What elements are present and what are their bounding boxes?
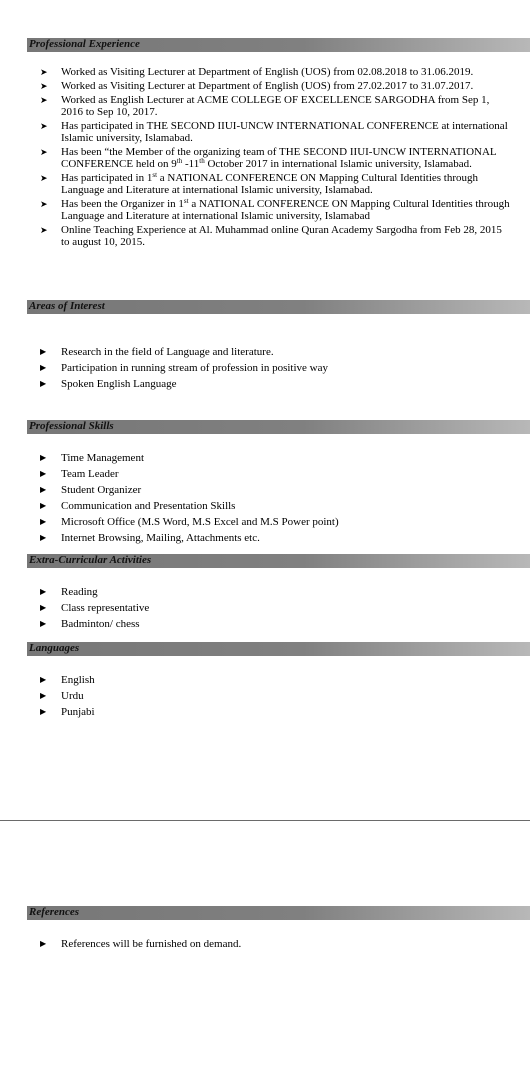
interest-list [40,346,510,394]
arrow-bullet-icon [40,173,50,183]
arrow-bullet-icon [40,81,50,91]
list-item: ▶ Reading [40,586,510,598]
list-item: ➤ Has participated in 1st a NATIONAL CONFERENCE ON Mapping Cultural Identities through Language and Literature at international Islamic university, Islamabad. [40,172,510,196]
section-title: Professional Skills [29,420,114,432]
triangle-bullet-icon [40,453,50,463]
section-header-languages [27,642,530,656]
list-item: ▶ Spoken English Language [40,378,510,390]
section-header-professional-experience [27,38,530,52]
list-item: ▶ Class representative [40,602,510,614]
triangle-bullet-icon [40,533,50,543]
list-item: ▶ Microsoft Office (M.S Word, M.S Excel and M.S Power point) [40,516,510,528]
triangle-bullet-icon [40,363,50,373]
triangle-bullet-icon [40,707,50,717]
list-item: ➤ Worked as Visiting Lecturer at Department of English (UOS) from 27.02.2017 to 31.07.2017. [40,80,510,92]
arrow-bullet-icon [40,121,50,131]
triangle-bullet-icon [40,587,50,597]
section-header-professional-skills [27,420,530,434]
triangle-bullet-icon [40,469,50,479]
list-item: ▶ References will be furnished on demand. [40,938,510,950]
list-item: ▶ Participation in running stream of profession in positive way [40,362,510,374]
list-item: ➤ Has been “the Member of the organizing team of THE SECOND IIUI-UNCW INTERNATIONAL CONFERENCE held on 9th -11th October 2017 in international Islamic university, Islamabad. [40,146,510,170]
list-item: ▶ Communication and Presentation Skills [40,500,510,512]
page-divider [0,820,530,821]
section-title: Extra-Curricular Activities [29,554,152,566]
list-item: ▶ Urdu [40,690,510,702]
triangle-bullet-icon [40,379,50,389]
triangle-bullet-icon [40,501,50,511]
section-title: Professional Experience [29,38,140,50]
list-item: ▶ Internet Browsing, Mailing, Attachments etc. [40,532,510,544]
section-title: Languages [29,642,80,654]
section-header-areas-of-interest [27,300,530,314]
list-item: ▶ Time Management [40,452,510,464]
experience-list [40,66,510,250]
triangle-bullet-icon [40,619,50,629]
arrow-bullet-icon [40,225,50,235]
list-item: ➤ Has participated in THE SECOND IIUI-UNCW INTERNATIONAL CONFERENCE at international Islamic university, Islamabad. [40,120,510,144]
section-header-extra-curricular [27,554,530,568]
arrow-bullet-icon [40,147,50,157]
list-item: ▶ Student Organizer [40,484,510,496]
triangle-bullet-icon [40,675,50,685]
arrow-bullet-icon [40,199,50,209]
list-item: ➤ Worked as English Lecturer at ACME COLLEGE OF EXCELLENCE SARGODHA from Sep 1, 2016 to Sep 10, 2017. [40,94,510,118]
list-item: ▶ English [40,674,510,686]
triangle-bullet-icon [40,939,50,949]
list-item: ➤ Worked as Visiting Lecturer at Department of English (UOS) from 02.08.2018 to 31.06.2019. [40,66,510,78]
section-header-references [27,906,530,920]
list-item: ➤ Online Teaching Experience at Al. Muhammad online Quran Academy Sargodha from Feb 28, 2015 to august 10, 2015. [40,224,510,248]
list-item: ▶ Research in the field of Language and literature. [40,346,510,358]
list-item: ▶ Badminton/ chess [40,618,510,630]
triangle-bullet-icon [40,347,50,357]
triangle-bullet-icon [40,517,50,527]
list-item: ▶ Team Leader [40,468,510,480]
arrow-bullet-icon [40,95,50,105]
languages-list [40,674,510,722]
list-item: ▶ Punjabi [40,706,510,718]
skills-list [40,452,510,548]
extracurricular-list [40,586,510,634]
list-item: ➤ Has been the Organizer in 1st a NATIONAL CONFERENCE ON Mapping Cultural Identities through Language and Literature at international Islamic university, Islamabad [40,198,510,222]
section-title: Areas of Interest [29,300,105,312]
triangle-bullet-icon [40,691,50,701]
section-title: References [29,906,80,918]
arrow-bullet-icon [40,67,50,77]
references-list [40,938,510,954]
triangle-bullet-icon [40,603,50,613]
triangle-bullet-icon [40,485,50,495]
